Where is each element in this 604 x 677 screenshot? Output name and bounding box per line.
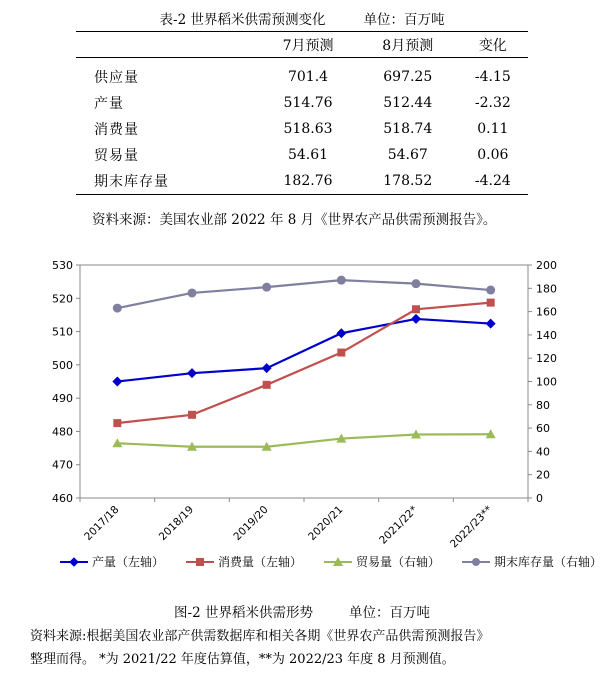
table-caption-text: 表-2 世界稻米供需预测变化 <box>159 12 326 28</box>
change-value: -4.15 <box>474 69 511 85</box>
table-header-cell <box>76 32 258 58</box>
legend-label: 消费量（左轴） <box>218 555 303 569</box>
legend-circle-marker-icon <box>462 557 490 567</box>
figure-unit: 单位：百万吨 <box>348 605 430 621</box>
legend-item-consumption <box>186 553 302 570</box>
data-point-diamond <box>411 314 421 324</box>
right-axis-tick-label: 100 <box>536 375 557 389</box>
table-unit: 单位：百万吨 <box>363 12 445 28</box>
right-axis-tick-label: 0 <box>536 492 543 505</box>
row-label: 供应量 <box>94 70 139 86</box>
left-axis-tick-label: 510 <box>52 325 73 339</box>
left-axis-tick-label: 480 <box>52 425 73 439</box>
series-line-3 <box>117 434 490 446</box>
x-axis-category-label: 2019/20 <box>231 503 271 543</box>
right-axis-tick-label: 160 <box>536 305 557 319</box>
table-row <box>76 58 528 91</box>
series-line-4 <box>117 280 490 308</box>
legend-label: 贸易量（右轴） <box>356 555 441 569</box>
left-axis-tick-label: 470 <box>52 458 73 472</box>
x-axis-category-label: 2017/18 <box>82 503 122 543</box>
legend-item-production <box>60 553 164 570</box>
left-axis-tick-label: 500 <box>52 358 73 372</box>
figure-source-note <box>30 625 590 671</box>
table-header-cell: 7月预测 <box>258 32 358 58</box>
aug-value: 518.74 <box>383 121 433 137</box>
left-axis-tick-label: 460 <box>52 492 73 505</box>
left-axis-tick-label: 520 <box>52 292 73 306</box>
data-point-diamond <box>187 368 197 378</box>
data-point-diamond <box>262 363 272 373</box>
table-caption <box>0 8 604 28</box>
data-point-circle <box>486 286 495 295</box>
x-axis-category-label: 2022/23** <box>448 503 495 550</box>
table-row <box>76 142 528 168</box>
chart-legend <box>60 553 602 570</box>
rice-supply-demand-chart <box>0 250 604 550</box>
supply-demand-table <box>76 31 528 195</box>
table-header-row <box>76 32 528 58</box>
change-value: 0.11 <box>477 121 509 137</box>
table-header-cell: 8月预测 <box>358 32 458 58</box>
figure-caption-text: 图-2 世界稻米供需形势 <box>174 605 313 621</box>
row-label: 贸易量 <box>94 148 139 164</box>
right-axis-tick-label: 140 <box>536 328 557 342</box>
x-axis-category-label: 2021/22* <box>377 503 421 547</box>
data-point-circle <box>262 283 271 292</box>
table-row <box>76 90 528 116</box>
right-axis-tick-label: 20 <box>536 468 550 482</box>
plot-area-frame <box>80 265 528 498</box>
data-point-square <box>263 381 271 389</box>
figure-caption <box>0 601 604 621</box>
x-axis-category-label: 2020/21 <box>306 503 346 543</box>
aug-value: 697.25 <box>383 69 433 85</box>
data-point-square <box>188 411 196 419</box>
aug-value: 512.44 <box>383 95 433 111</box>
row-label: 期末库存量 <box>76 168 258 195</box>
data-point-square <box>113 419 121 427</box>
legend-diamond-marker-icon <box>60 557 88 567</box>
july-value: 514.76 <box>283 95 333 111</box>
aug-value: 54.67 <box>387 147 428 163</box>
x-axis-category-label: 2018/19 <box>156 503 197 543</box>
data-point-diamond <box>336 328 346 338</box>
july-value: 518.63 <box>283 121 333 137</box>
right-axis-tick-label: 120 <box>536 352 557 366</box>
data-point-circle <box>337 276 346 285</box>
row-label: 产量 <box>94 96 124 112</box>
july-value: 701.4 <box>287 69 329 85</box>
aug-value: 178.52 <box>358 168 458 195</box>
legend-square-marker-icon <box>186 557 214 567</box>
data-point-square <box>487 299 495 307</box>
data-point-circle <box>113 304 122 313</box>
right-axis-tick-label: 60 <box>536 422 550 436</box>
table-source-note: 资料来源：美国农业部 2022 年 8 月《世界农产品供需预测报告》。 <box>92 212 497 228</box>
figure-source-line: 资料来源:根据美国农业部产供需数据库和相关各期《世界农产品供需预测报告》 <box>30 629 490 644</box>
data-point-diamond <box>486 319 496 329</box>
row-label: 消费量 <box>94 122 139 138</box>
data-point-circle <box>412 279 421 288</box>
change-value: -2.32 <box>474 95 511 111</box>
right-axis-tick-label: 80 <box>536 398 550 412</box>
figure-source-line: 整理而得。 *为 2021/22 年度估算值，**为 2022/23 年度 8 月预测值。 <box>30 652 455 667</box>
legend-label: 产量（左轴） <box>92 555 165 569</box>
series-line-1 <box>117 319 490 382</box>
left-axis-tick-label: 490 <box>52 392 73 406</box>
right-axis-tick-label: 200 <box>536 259 557 272</box>
july-value: 182.76 <box>258 168 358 195</box>
legend-label: 期末库存量（右轴） <box>494 555 603 569</box>
change-value: -4.24 <box>458 168 528 195</box>
right-axis-tick-label: 40 <box>536 445 550 459</box>
data-point-square <box>412 305 420 313</box>
july-value: 54.61 <box>287 147 329 163</box>
legend-item-trade <box>324 553 440 570</box>
data-point-diamond <box>112 377 122 387</box>
left-axis-tick-label: 530 <box>52 259 73 272</box>
table-header-cell: 变化 <box>458 32 528 58</box>
data-point-square <box>337 349 345 357</box>
legend-triangle-marker-icon <box>324 557 352 567</box>
table-row <box>76 116 528 142</box>
change-value: 0.06 <box>477 147 509 163</box>
table-row <box>76 168 528 195</box>
legend-item-ending-stock <box>462 553 602 570</box>
data-point-circle <box>188 288 197 297</box>
right-axis-tick-label: 180 <box>536 282 557 296</box>
